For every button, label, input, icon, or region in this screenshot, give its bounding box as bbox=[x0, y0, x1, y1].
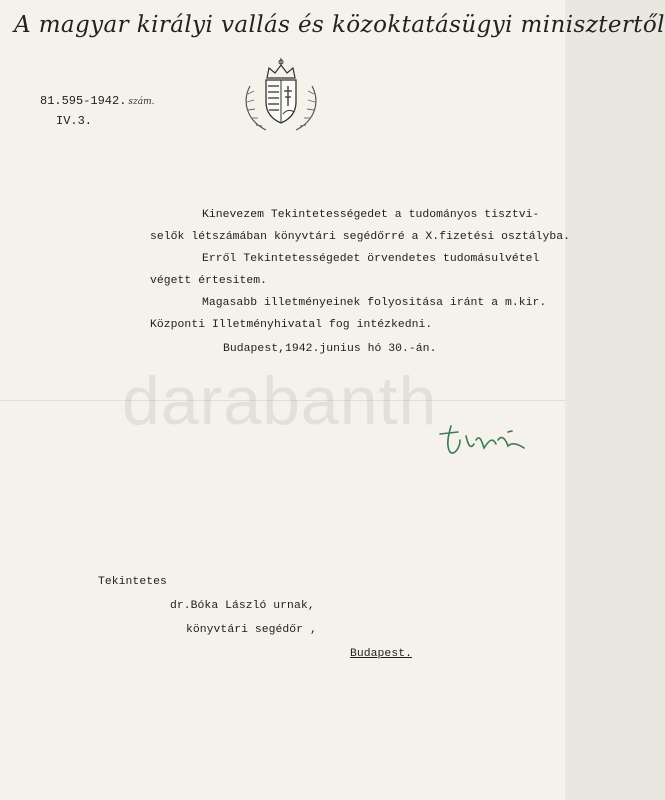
reference-number-value: 81.595-1942. bbox=[40, 94, 127, 108]
addressee-name: dr.Bóka László urnak, bbox=[170, 600, 315, 612]
body-line-5: Magasabb illetményeinek folyositása iránt a m.kir. bbox=[202, 297, 547, 309]
signature-icon bbox=[436, 418, 528, 466]
body-line-6: Központi Illetményhivatal fog intézkedni. bbox=[150, 319, 433, 331]
watermark: darabanth bbox=[122, 363, 438, 439]
body-line-1: Kinevezem Tekintetességedet a tudományos tisztvi- bbox=[202, 209, 540, 221]
addressee-title: könyvtári segédőr , bbox=[186, 624, 317, 636]
body-line-3: Erről Tekintetességedet örvendetes tudomásulvétel bbox=[202, 253, 540, 265]
body-line-4: végett értesitem. bbox=[150, 275, 268, 287]
coat-of-arms-icon bbox=[236, 56, 326, 136]
body-line-2: selők létszámában könyvtári segédőrré a X.fizetési osztályba. bbox=[150, 231, 571, 243]
letterhead-title: A magyar királyi vallás és közoktatásügyi minisztertől bbox=[14, 12, 665, 38]
reference-number bbox=[40, 94, 155, 108]
szam-label: szám. bbox=[128, 97, 155, 107]
addressee-salutation: Tekintetes bbox=[98, 576, 167, 588]
dateline: Budapest,1942.junius hó 30.-án. bbox=[223, 343, 437, 355]
addressee-city: Budapest. bbox=[350, 648, 412, 660]
reference-section: IV.3. bbox=[56, 114, 93, 128]
